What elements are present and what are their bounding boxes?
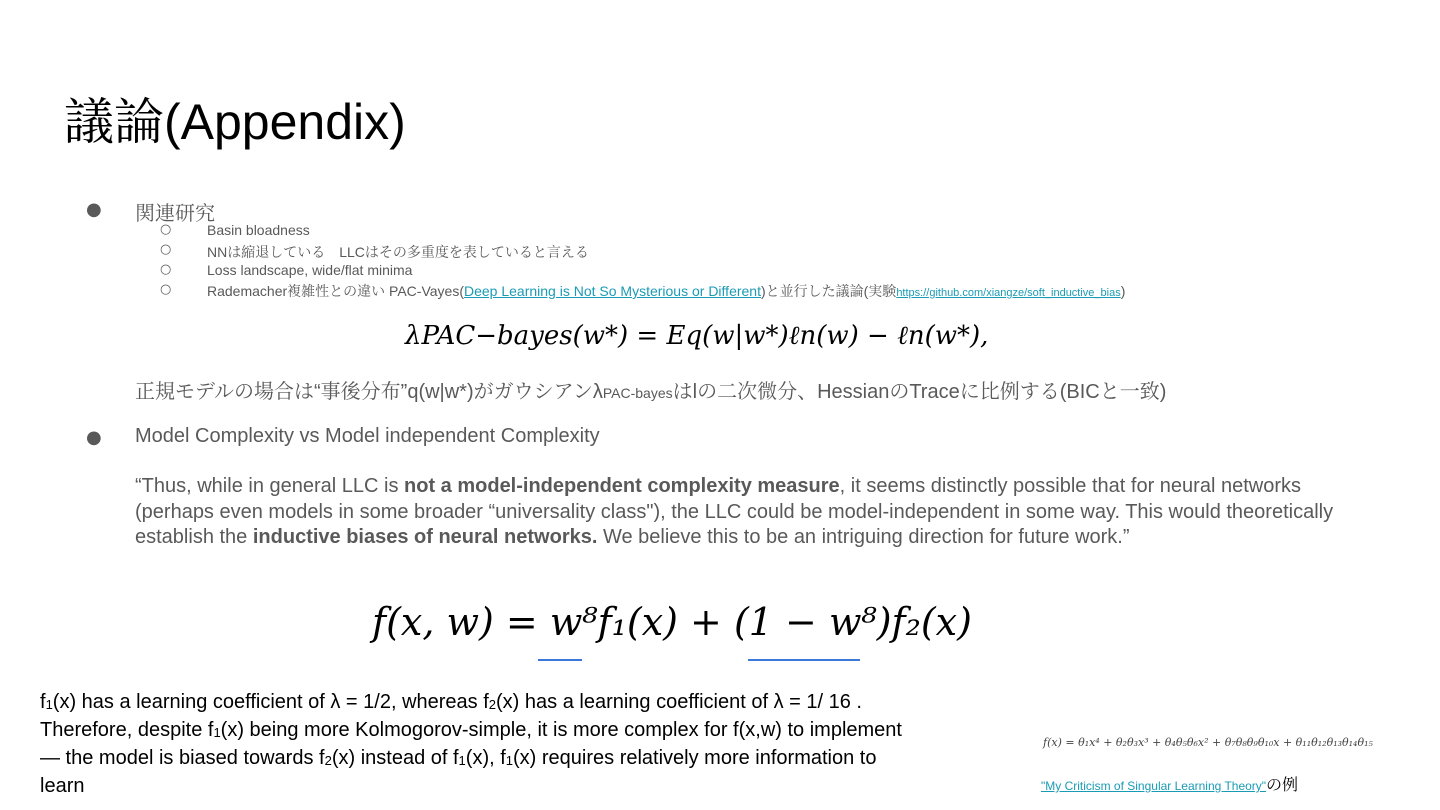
quote-text: We believe this to be an intriguing direction for future work.” (597, 526, 1130, 548)
equation-underline (748, 659, 860, 661)
normal-model-note (135, 375, 1166, 404)
criticism-link[interactable]: "My Criticism of Singular Learning Theory" (1041, 779, 1267, 793)
model-equation: f(x, w) = w⁸f₁(x) + (1 − w⁸)f₂(x) (372, 600, 972, 644)
note-text-a: 正規モデルの場合は“事後分布”q(w|w*)がガウシアンλ (135, 381, 603, 403)
slide-title: 議論(Appendix) (64, 94, 406, 150)
quote-block (135, 474, 1380, 551)
bullet-dot: ● (86, 427, 102, 448)
explanation-line: learn (40, 775, 85, 797)
sub-item-basin: Basin bloadness (207, 222, 310, 238)
polynomial-equation: f(x) = θ₁x⁴ + θ₂θ₃x³ + θ₄θ₅θ₆x² + θ₇θ₈θ₉θ₁₀x + θ₁₁θ₁₂θ₁₃θ₁₄θ₁₅ (1043, 736, 1373, 749)
note-text-b: はlの二次微分、HessianのTraceに比例する(BICと一致) (672, 381, 1167, 403)
note-subscript: PAC-bayes (602, 385, 673, 401)
sub-bullet: ○ (160, 262, 172, 277)
section-heading-model-complexity: Model Complexity vs Model independent Complexity (135, 425, 600, 447)
quote-text: , it seems distinctly possible that for neural networks (perhaps even models in some broader “universality class"), the LLC could be model-independent in some way. This would theoretically establish the (135, 475, 1334, 548)
pac-bayes-equation: λPAC−bayes(w*) = Eq(w|w*)ℓn(w) − ℓn(w*), (405, 321, 989, 351)
equation-underline (538, 659, 582, 661)
explanation-text (40, 689, 1000, 799)
sub-bullet: ○ (160, 222, 172, 237)
quote-text: “Thus, while in general LLC is (135, 475, 405, 497)
sub-item-degenerate: NNは縮退している LLCはその多重度を表していると言える (207, 244, 589, 260)
section-heading-related-work: 関連研究 (135, 203, 215, 225)
rademacher-prefix: Rademacher複雑性との違い PAC-Vayes( (207, 283, 464, 299)
quote-bold: not a model-independent complexity measure (404, 475, 840, 497)
sub-bullet: ○ (160, 242, 172, 257)
explanation-line: Therefore, despite $f_1(x)$ being more Kolmogorov-simple, it is more complex for f(x,w) to implement (40, 719, 902, 741)
sub-item-rademacher (207, 281, 1125, 301)
sub-bullet: ○ (160, 282, 172, 297)
criticism-reference (1041, 772, 1298, 795)
quote-bold: inductive biases of neural networks. (252, 526, 598, 548)
rademacher-suffix: ) (1120, 283, 1126, 299)
github-link[interactable]: https://github.com/xiangze/soft_inductive_bias (896, 287, 1121, 299)
bullet-dot: ● (86, 199, 102, 220)
rademacher-middle: )と並行した議論(実験 (760, 283, 897, 299)
paper-link[interactable]: Deep Learning is Not So Mysterious or Different (463, 283, 761, 299)
sub-item-loss-landscape: Loss landscape, wide/flat minima (207, 262, 413, 278)
explanation-line: $f_1(x)$ has a learning coefficient of λ = 1/2, whereas $f_2(x)$ has a learning coefficient of λ = 1/ 16 . (40, 691, 862, 713)
explanation-line: — the model is biased towards $f_2(x)$ instead of $f_1(x)$, $f_1(x)$ requires relatively more information to (40, 747, 877, 769)
criticism-suffix: の例 (1266, 777, 1299, 794)
